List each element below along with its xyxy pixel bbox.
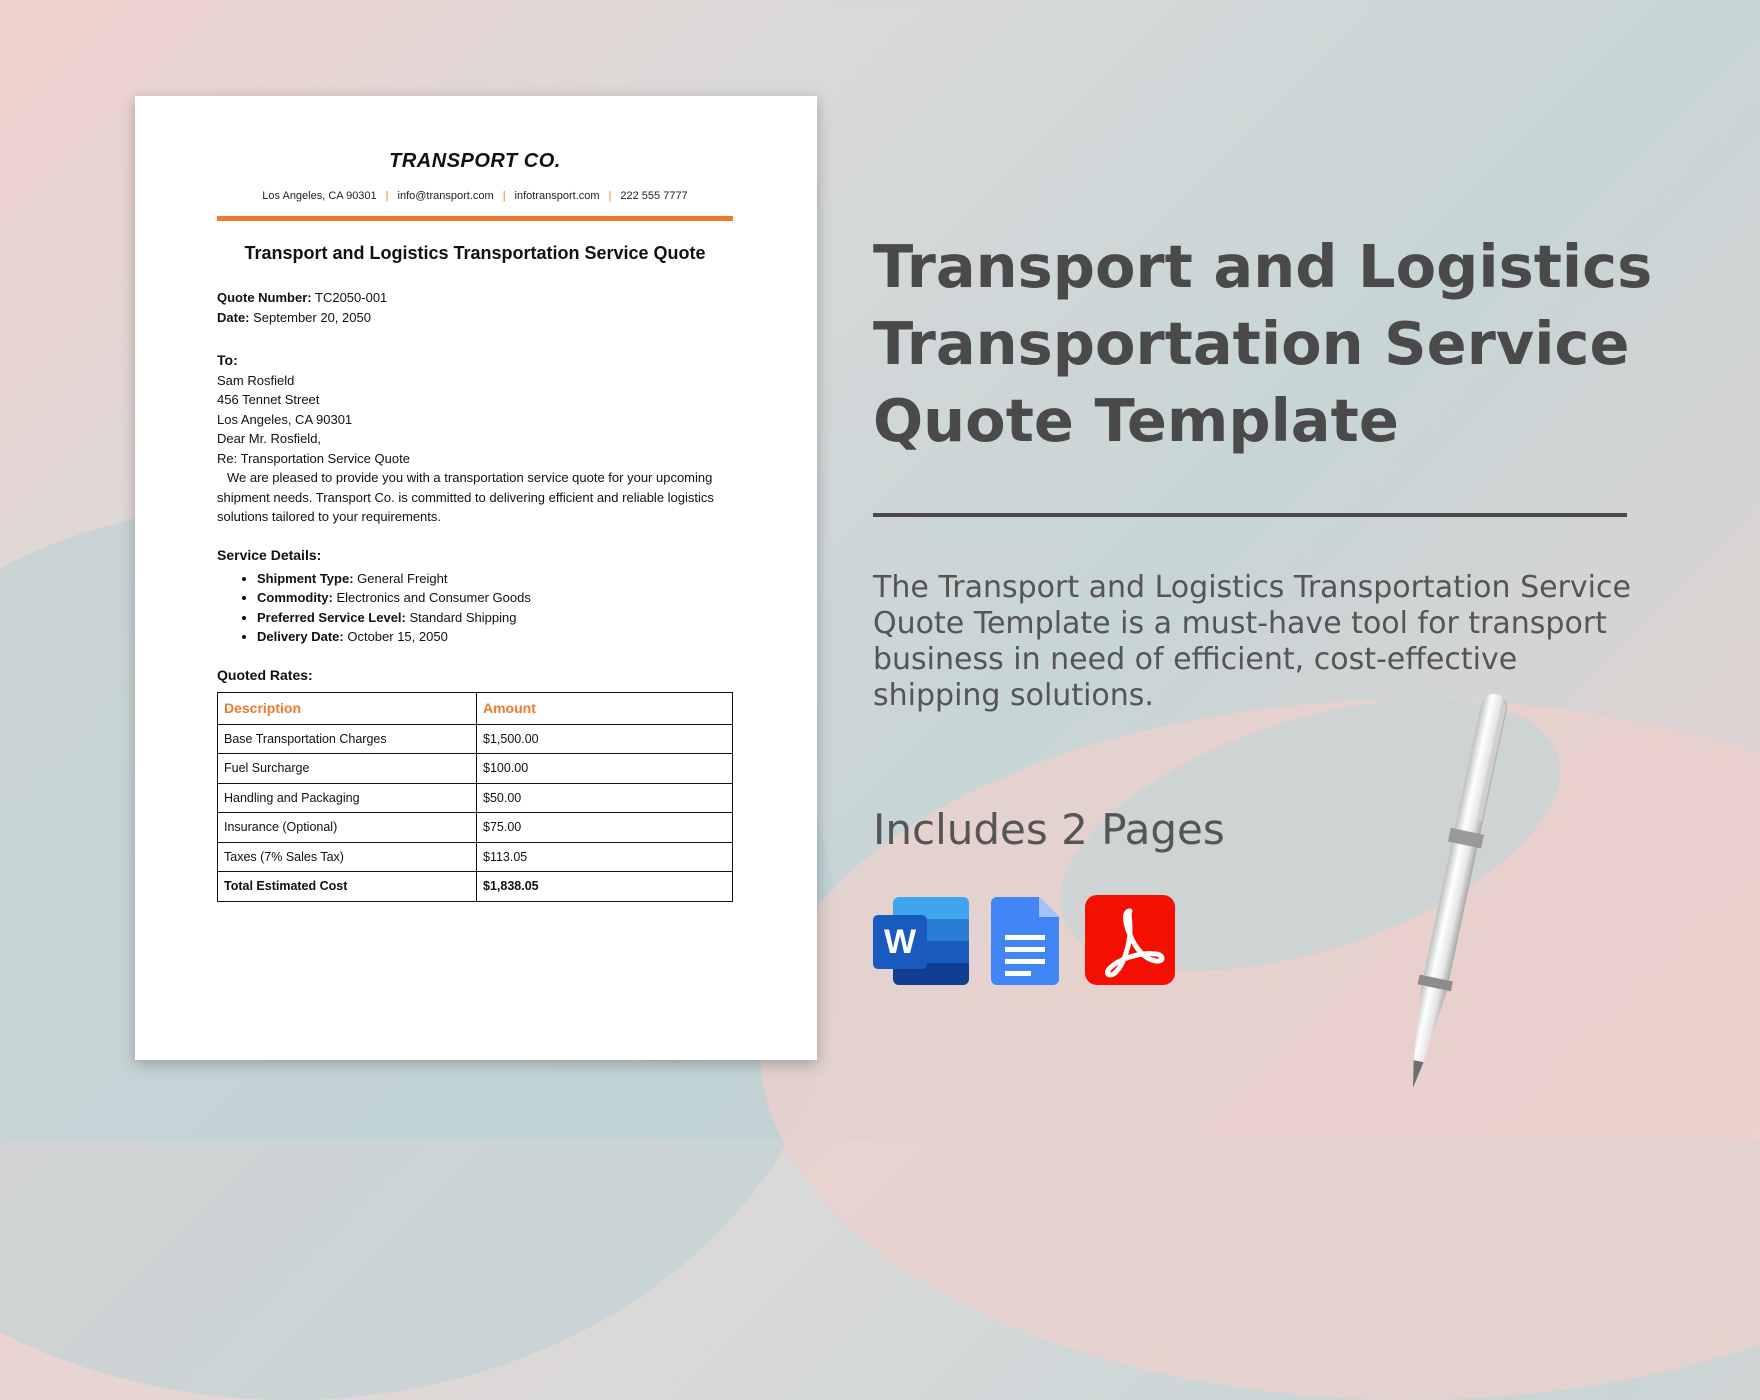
table-cell: $50.00	[477, 783, 733, 813]
table-cell: $1,838.05	[477, 872, 733, 902]
table-header-row	[218, 692, 733, 724]
quoted-rates-heading: Quoted Rates:	[217, 666, 313, 683]
detail-value: Electronics and Consumer Goods	[336, 590, 531, 605]
table-cell: $100.00	[477, 754, 733, 784]
pen-illustration	[1380, 680, 1530, 1100]
table-cell: Taxes (7% Sales Tax)	[218, 842, 477, 872]
contact-email: info@transport.com	[397, 190, 494, 202]
company-name: TRANSPORT CO.	[389, 150, 561, 172]
service-details-list	[217, 569, 733, 647]
promo-description: The Transport and Logistics Transportation Service Quote Template is a must-have tool for transport business in need of efficient, cost-effective shipping solutions.	[873, 570, 1631, 713]
recipient-city: Los Angeles, CA 90301	[217, 411, 353, 427]
column-header: Amount	[477, 692, 733, 724]
column-header: Description	[218, 692, 477, 724]
re-line: Re: Transportation Service Quote	[217, 450, 410, 466]
format-icons	[873, 895, 1193, 987]
separator: |	[385, 190, 389, 202]
detail-label: Commodity:	[257, 590, 333, 605]
recipient-street: 456 Tennet Street	[217, 392, 320, 407]
recipient-block	[217, 351, 733, 527]
contact-phone: 222 555 7777	[620, 190, 688, 202]
intro-paragraph: We are pleased to provide you with a transportation service quote for your upcoming shipment needs. Transport Co. is committed to delivering efficient and reliable logistics solutions tailored to your requirements.	[217, 470, 714, 524]
rates-table	[217, 692, 733, 902]
pdf-icon	[1085, 895, 1175, 985]
title-divider	[873, 513, 1627, 517]
table-row	[218, 783, 733, 813]
list-item	[257, 569, 733, 589]
detail-value: October 15, 2050	[347, 629, 448, 644]
promo-title-line: Transport and Logistics	[873, 232, 1653, 301]
table-total-row	[218, 872, 733, 902]
list-item	[257, 627, 733, 647]
quote-date: September 20, 2050	[253, 309, 371, 325]
table-row	[218, 724, 733, 754]
promo-title	[873, 228, 1673, 459]
quote-number-label: Quote Number:	[217, 290, 312, 305]
promo-title-line: Quote Template	[873, 386, 1399, 455]
detail-label: Preferred Service Level:	[257, 609, 406, 625]
table-cell: Insurance (Optional)	[218, 813, 477, 843]
detail-label: Shipment Type:	[257, 570, 354, 586]
document-preview	[135, 96, 817, 1060]
table-cell: $75.00	[477, 813, 733, 843]
list-item	[257, 588, 733, 608]
list-item	[257, 608, 733, 628]
table-cell: Fuel Surcharge	[218, 754, 477, 784]
date-label: Date:	[217, 309, 250, 325]
contact-website: infotransport.com	[514, 190, 600, 202]
quote-number: TC2050-001	[315, 290, 388, 305]
table-cell: Base Transportation Charges	[218, 724, 477, 754]
google-docs-icon	[991, 895, 1061, 987]
table-cell: $113.05	[477, 842, 733, 872]
header-rule	[217, 216, 733, 221]
recipient-name: Sam Rosfield	[217, 372, 295, 388]
page-count: Includes 2 Pages	[873, 805, 1225, 854]
detail-value: General Freight	[357, 570, 448, 586]
contact-address: Los Angeles, CA 90301	[262, 190, 377, 202]
detail-label: Delivery Date:	[257, 629, 344, 644]
separator: |	[502, 190, 506, 202]
promo-title-line: Transportation Service	[873, 309, 1630, 378]
document-title: Transport and Logistics Transportation Service Quote	[244, 243, 706, 263]
word-letter: W	[883, 923, 917, 961]
service-details-heading: Service Details:	[217, 546, 322, 563]
word-icon	[873, 895, 971, 987]
table-row	[218, 813, 733, 843]
detail-value: Standard Shipping	[409, 609, 517, 625]
salutation: Dear Mr. Rosfield,	[217, 431, 322, 446]
to-label: To:	[217, 352, 238, 368]
contact-line	[217, 190, 733, 202]
table-row	[218, 842, 733, 872]
separator: |	[608, 190, 612, 202]
table-cell: $1,500.00	[477, 724, 733, 754]
quote-meta	[217, 288, 733, 327]
table-row	[218, 754, 733, 784]
table-cell: Handling and Packaging	[218, 783, 477, 813]
table-cell: Total Estimated Cost	[218, 872, 477, 902]
